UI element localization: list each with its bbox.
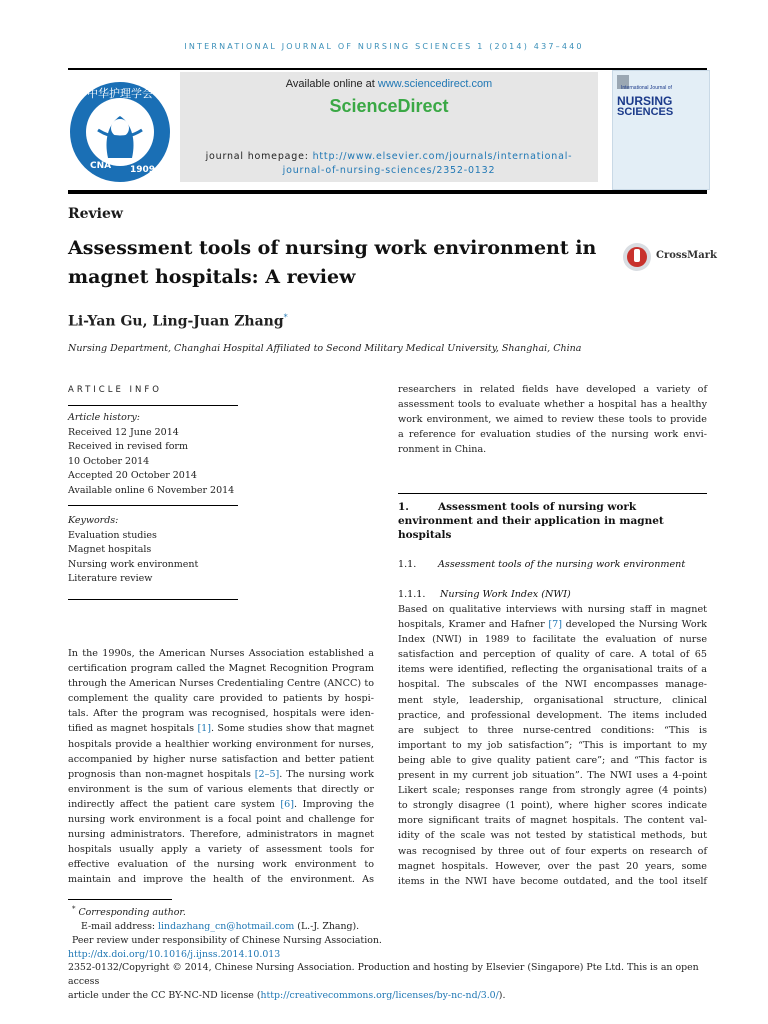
text-line: ment style, leadership, organisational structure, clinical [398, 694, 707, 706]
article-type: Review [68, 206, 123, 222]
article-title [68, 234, 608, 292]
text-line: Index (NWI) in 1989 to facilitate the evaluation of nurse [398, 634, 707, 646]
text-line: items were identified, reflecting the organisational traits of a [398, 664, 707, 676]
text-run: hospitals, Kramer and Hafner [398, 619, 549, 631]
corresponding-marker[interactable]: * [283, 313, 288, 322]
cna-logo-icon [68, 80, 172, 184]
crossmark-badge[interactable] [622, 242, 717, 272]
footnote-rule [68, 899, 172, 900]
subsubsection-title: Nursing Work Index (NWI) [440, 589, 571, 600]
article-info-rule [68, 405, 238, 406]
text-line: are subject to three nurse-centred conditions: “This is [398, 724, 707, 736]
intro-paragraph [68, 646, 374, 888]
text-line: tals. After the program was recognised, hospitals were iden- [68, 708, 374, 720]
text-line: a reference for evaluation studies of the nursing work envi- [398, 429, 707, 441]
text-line: ronment in China. [398, 444, 487, 456]
email-suffix: (L.-J. Zhang). [294, 920, 360, 932]
cover-title-line2: SCIENCES [617, 106, 674, 118]
text-line: to strongly disagree (1 point), where higher scores indicate [398, 800, 707, 812]
logo-cna-text: CNA [90, 161, 112, 171]
text-line: certification program called the Magnet Recognition Program [68, 663, 374, 675]
text-line: items in the NWI have become outdated, and the tool itself [398, 875, 707, 887]
footnote-marker: * [72, 905, 76, 913]
text-run: developed the Nursing Work [561, 619, 707, 631]
text-line: was recognised by three out of four experts on research of [398, 845, 707, 857]
crossmark-icon [622, 242, 652, 272]
authors [68, 313, 288, 330]
text-line: through the American Nurses Credentialing Centre (ANCC) to [68, 678, 374, 690]
section-1-heading [398, 500, 707, 542]
subsection-1-1-heading [398, 559, 707, 570]
subsection-title: Assessment tools of the nursing work environment [438, 559, 686, 570]
sciencedirect-brand: ScienceDirect [329, 96, 449, 116]
text-run: tified as magnet hospitals [68, 723, 198, 735]
logo-year-text: 1909 [130, 165, 156, 175]
email-link[interactable]: lindazhang_cn@hotmail.com [158, 920, 295, 932]
copyright-line-1: 2352-0132/Copyright © 2014, Chinese Nursing Association. Production and hosting by Elsevier (Singapore) Pte Ltd. This is an open access [68, 962, 699, 988]
homepage-url-line-1[interactable]: http://www.elsevier.com/journals/international- [312, 151, 573, 162]
journal-homepage [180, 150, 598, 178]
keyword-item: Evaluation studies [68, 529, 157, 541]
text-line: In the 1990s, the American Nurses Association established a [68, 648, 374, 659]
sciencedirect-link[interactable]: www.sciencedirect.com [377, 78, 493, 90]
text-line: Based on qualitative interviews with nursing staff in magnet [398, 604, 707, 615]
available-prefix: Available online at [285, 78, 378, 90]
text-run: indirectly affect the patient care system [68, 798, 281, 810]
article-history [68, 411, 238, 498]
text-line [68, 767, 374, 782]
text-line: assessment tools to evaluate whether a hospital has a healthy [398, 399, 707, 411]
text-line: idity of the scale was not tested by statistical methods, but [398, 830, 707, 842]
article-info-bottom-rule [68, 599, 238, 600]
text-line: researchers in related fields have developed a variety of [398, 384, 707, 395]
text-line: satisfaction and perception of quality of care. A total of 65 [398, 649, 707, 661]
section-1-number: 1. [398, 501, 409, 513]
citation-link[interactable]: [2–5] [254, 768, 280, 780]
text-line: Likert scale; responses range from strongly agree (4 points) [398, 785, 707, 797]
crossmark-label: CrossMark [656, 250, 717, 261]
text-line: complement the quality care provided to patients by hospi- [68, 693, 374, 705]
title-line-1: Assessment tools of nursing work environment in [68, 237, 597, 259]
text-line: accompanied by higher nurse satisfaction and better patient [68, 753, 374, 765]
available-online [180, 78, 598, 90]
affiliation: Nursing Department, Changhai Hospital Affiliated to Second Military Medical University, Shanghai, China [68, 343, 582, 354]
keyword-item: Magnet hospitals [68, 544, 152, 555]
doi-link[interactable]: http://dx.doi.org/10.1016/j.ijnss.2014.10.013 [68, 948, 281, 960]
text-line: environment is the sum of various elements that directly or [68, 783, 374, 795]
keywords-rule [68, 505, 238, 506]
text-run: . The nursing work [279, 768, 374, 780]
article-info-heading: ARTICLE INFO [68, 385, 162, 395]
logo-chinese-text: 中华护理学会 [87, 87, 153, 100]
text-line [68, 721, 374, 736]
text-line: work environment, we aimed to review these tools to provide [398, 414, 707, 426]
corresponding-author-note: Corresponding author. [78, 907, 186, 919]
text-line: magnet hospitals. However, over the past 20 years, some [398, 860, 707, 872]
journal-running-header: INTERNATIONAL JOURNAL OF NURSING SCIENCES 1 (2014) 437–440 [184, 42, 584, 51]
homepage-label: journal homepage: [205, 151, 313, 162]
cover-small-title: International Journal of [621, 85, 672, 91]
keyword-item: Nursing work environment [68, 558, 199, 570]
subsection-number: 1.1. [398, 559, 417, 570]
peer-review-note: Peer review under responsibility of Chinese Nursing Association. [72, 934, 382, 946]
text-run: . Some studies show that magnet [211, 723, 374, 735]
copyright-prefix: article under the CC BY-NC-ND license ( [68, 989, 261, 1001]
subsubsection-number: 1.1.1. [398, 589, 426, 600]
text-line: effective evaluation of the nursing work environment to [68, 859, 374, 871]
license-link[interactable]: http://creativecommons.org/licenses/by-nc-nd/3.0/ [260, 989, 499, 1001]
history-item: Received 12 June 2014 [68, 426, 179, 438]
text-line: practice, and professional development. The items included [398, 709, 707, 721]
text-line: being able to give quality patient care”; and “This factor is [398, 754, 707, 766]
citation-link[interactable]: [6] [280, 798, 295, 810]
text-line [68, 797, 374, 812]
journal-cover-thumbnail[interactable] [612, 70, 710, 190]
history-item: Available online 6 November 2014 [68, 484, 235, 496]
cover-title-line1: NURSING [617, 94, 673, 108]
keywords-label: Keywords: [68, 515, 119, 526]
text-line: maintain and improve the health of the environment. As [68, 874, 374, 886]
history-item: 10 October 2014 [68, 455, 150, 467]
keywords [68, 514, 238, 587]
section-rule [398, 493, 707, 494]
text-run: prognosis than non-magnet hospitals [68, 768, 255, 780]
author-names: Li-Yan Gu, Ling-Juan Zhang [68, 313, 284, 330]
email-label: E-mail address: [81, 920, 159, 932]
nwi-paragraph [398, 602, 707, 889]
text-line: present in my current job situation”. The NWI uses a 4-point [398, 770, 707, 782]
intro-continuation [398, 382, 707, 457]
section-1-title-line-1: Assessment tools of nursing work [438, 501, 637, 513]
citation-link[interactable]: [7] [548, 619, 562, 631]
text-line: nursing administrators. Therefore, administrators in magnet [68, 829, 374, 841]
subsubsection-heading [398, 589, 707, 600]
footnotes [68, 903, 718, 1003]
section-1-title-line-3: hospitals [398, 529, 452, 541]
text-line [398, 617, 707, 632]
text-line: important to my job satisfaction”; “This is important to my [398, 739, 707, 751]
text-line: hospitals usually apply a variety of assessment tools for [68, 844, 374, 856]
citation-link[interactable]: [1] [197, 723, 212, 735]
history-item: Accepted 20 October 2014 [68, 470, 197, 481]
text-run: . Improving the [294, 798, 375, 810]
history-label: Article history: [68, 412, 140, 423]
header-bottom-rule [68, 190, 707, 194]
keyword-item: Literature review [68, 573, 153, 584]
text-line: more significant traits of magnet hospitals. The content val- [398, 815, 707, 827]
text-line: hospitals provide a healthier working environment for nurses, [68, 738, 374, 750]
history-item: Received in revised form [68, 441, 188, 452]
section-1-title-line-2: environment and their application in magnet [398, 515, 664, 527]
copyright-suffix: ). [498, 989, 506, 1001]
text-line: nursing work environment is a focal point and challenge for [68, 814, 374, 826]
homepage-url-line-2[interactable]: journal-of-nursing-sciences/2352-0132 [282, 165, 496, 176]
title-line-2: magnet hospitals: A review [68, 266, 356, 288]
text-line: hospital. The subscales of the NWI encompasses manage- [398, 679, 707, 691]
